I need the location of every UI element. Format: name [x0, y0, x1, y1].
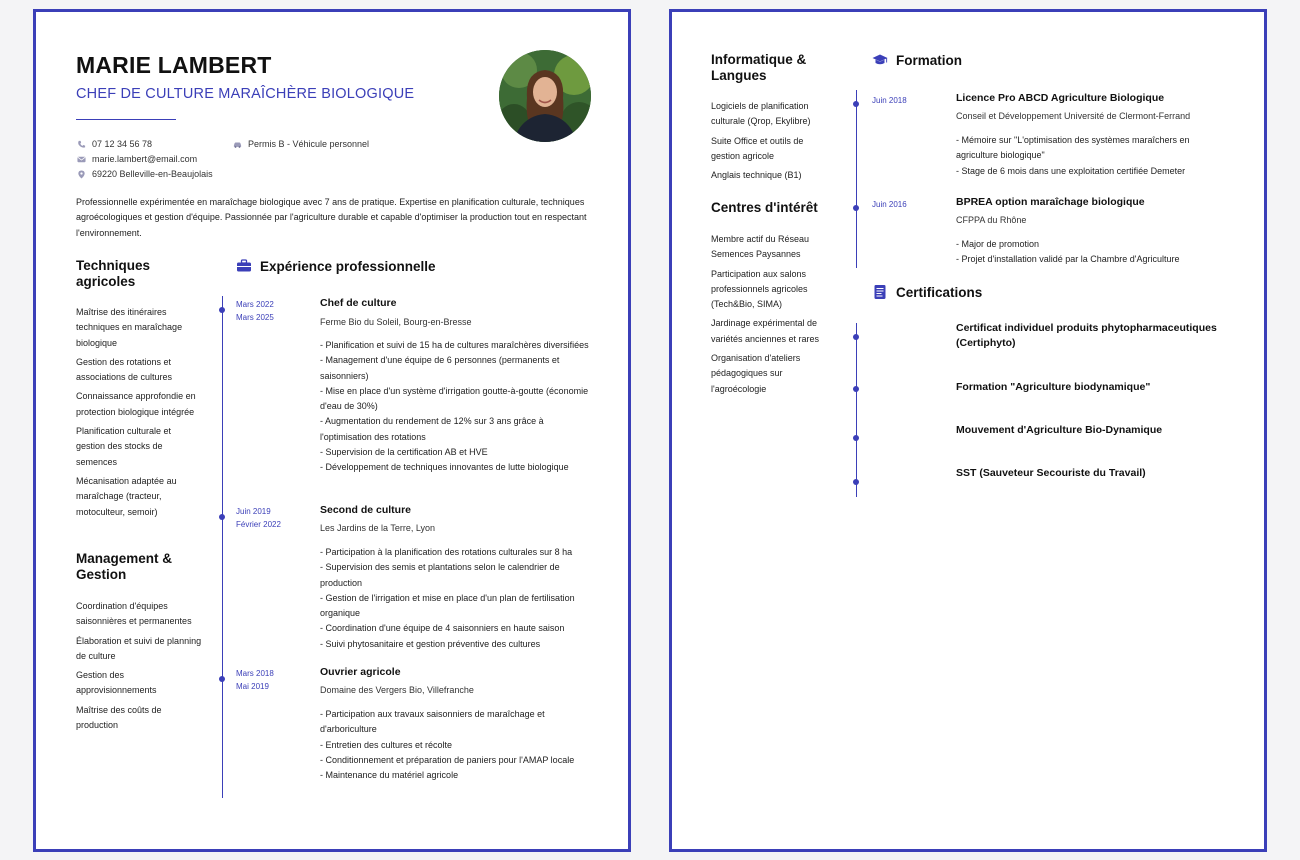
portrait-illustration [499, 50, 591, 142]
certification-item: SST (Sauveteur Secouriste du Travail) [956, 467, 1146, 479]
timeline-dot [853, 205, 859, 211]
interests-list [711, 232, 829, 401]
techniques-list [76, 305, 198, 524]
list-item: Membre actif du Réseau Semences Paysannes [711, 234, 810, 260]
timeline-dot [853, 435, 859, 441]
formation-bullets [956, 237, 1218, 268]
job-company: Les Jardins de la Terre, Lyon [320, 523, 436, 533]
list-item: Élaboration et suivi de planning de culture [76, 635, 202, 661]
timeline-dot [853, 101, 859, 107]
management-heading: Management & Gestion [76, 551, 173, 582]
title-underline [76, 119, 176, 120]
formation-date: Juin 2018 [872, 96, 907, 105]
contact-email [76, 154, 197, 164]
phone-icon [76, 139, 86, 149]
contact-phone [76, 139, 152, 149]
job-dates [236, 298, 274, 324]
mail-icon [76, 154, 86, 164]
formation-school: CFPPA du Rhône [956, 215, 1027, 225]
location-pin-icon [76, 169, 86, 179]
bullet-item: - Développement de techniques innovantes de lutte biologique [320, 462, 569, 473]
cv-page-2 [669, 9, 1267, 852]
bullet-item: - Major de promotion [956, 239, 1040, 249]
bullet-item: - Management d'une équipe de 6 personnes (permanents et saisonniers) [320, 355, 560, 381]
job-company: Domaine des Vergers Bio, Villefranche [320, 685, 474, 695]
briefcase-icon [236, 258, 252, 274]
bullet-item: - Entretien des cultures et récolte [320, 739, 453, 750]
certification-item: Formation "Agriculture biodynamique" [956, 381, 1151, 393]
formation-heading-text: Formation [896, 52, 962, 68]
bullet-item: - Augmentation du rendement de 12% sur 3 ans grâce à l'optimisation des rotations [320, 416, 544, 442]
phone-text: 07 12 34 56 78 [92, 139, 153, 149]
timeline-dot [219, 676, 225, 682]
job-end-date: Février 2022 [236, 520, 281, 529]
job-dates [236, 667, 274, 693]
list-item: Planification culturale et gestion des stocks de semences [76, 426, 172, 467]
list-item: Maîtrise des itinéraires techniques en maraîchage biologique [76, 307, 183, 348]
certificate-icon [872, 284, 888, 300]
bullet-item: - Participation à la planification des rotations culturales sur 8 ha [320, 547, 573, 557]
bullet-item: - Mémoire sur "L'optimisation des systèmes maraîchers en agriculture biologique" [956, 135, 1190, 161]
formation-degree: Licence Pro ABCD Agriculture Biologique [956, 92, 1165, 104]
list-item: Connaissance approfondie en protection biologique intégrée [76, 391, 196, 417]
address-text: 69220 Belleville-en-Beaujolais [92, 169, 213, 179]
email-text: marie.lambert@email.com [92, 154, 198, 164]
list-item: Suite Office et outils de gestion agricole [711, 135, 804, 161]
graduation-cap-icon [872, 52, 888, 68]
list-item: Jardinage expérimental de variétés anciennes et rares [711, 318, 820, 344]
bullet-item: - Maintenance du matériel agricole [320, 770, 459, 781]
license-text: Permis B - Véhicule personnel [248, 139, 370, 149]
list-item: Participation aux salons professionnels agricoles (Tech&Bio, SIMA) [711, 268, 808, 310]
job-bullets [320, 545, 592, 652]
list-item: Anglais technique (B1) [711, 170, 802, 181]
bullet-item: - Stage de 6 mois dans une exploitation certifiée Demeter [956, 165, 1186, 176]
list-item: Gestion des approvisionnements [76, 670, 157, 696]
candidate-name: MARIE LAMBERT [76, 52, 272, 78]
certification-item: Certificat individuel produits phytopharmaceutiques (Certiphyto) [956, 322, 1217, 349]
bullet-item: - Suivi phytosanitaire et gestion préventive des cultures [320, 638, 541, 649]
informatique-heading: Informatique & Langues [711, 52, 807, 83]
job-dates [236, 505, 281, 531]
formation-timeline-line [856, 90, 857, 268]
job-bullets [320, 707, 582, 783]
job-role: Second de culture [320, 504, 412, 516]
list-item: Organisation d'ateliers pédagogiques sur l'agroécologie [711, 353, 801, 394]
informatique-list [711, 99, 831, 187]
experience-heading-text: Expérience professionnelle [260, 258, 436, 274]
timeline-dot [219, 307, 225, 313]
bullet-item: - Planification et suivi de 15 ha de cultures maraîchères diversifiées [320, 340, 589, 350]
formation-degree: BPREA option maraîchage biologique [956, 196, 1145, 208]
interests-heading: Centres d'intérêt [711, 200, 818, 215]
list-item: Maîtrise des coûts de production [76, 704, 162, 731]
profile-summary: Professionnelle expérimentée en maraîchage biologique avec 7 ans de pratique. Expertise en planification culturale, techniques agroécologiques et gestion d'équipe. Passionnée par l'agriculture durable et capable d'optimiser la production tout en respectant l'environnement. [76, 197, 587, 238]
timeline-dot [853, 479, 859, 485]
job-end-date: Mai 2019 [236, 682, 269, 691]
job-start-date: Juin 2019 [236, 507, 271, 516]
timeline-dot [219, 514, 225, 520]
bullet-item: - Supervision de la certification AB et HVE [320, 447, 488, 458]
bullet-item: - Conditionnement et préparation de paniers pour l'AMAP locale [320, 754, 575, 765]
contact-license [232, 139, 369, 149]
job-end-date: Mars 2025 [236, 313, 274, 322]
experience-heading [236, 258, 436, 274]
cv-page-1 [33, 9, 631, 852]
bullet-item: - Mise en place d'un système d'irrigation goutte-à-goutte (économie d'eau de 30%) [320, 385, 589, 412]
experience-timeline-line [222, 296, 223, 798]
certifications-timeline-line [856, 323, 857, 497]
bullet-item: - Gestion de l'irrigation et mise en place d'un plan de fertilisation organique [320, 592, 575, 619]
timeline-dot [853, 334, 859, 340]
bullet-item: - Supervision des semis et plantations selon le calendrier de production [320, 562, 560, 588]
certifications-heading [872, 284, 982, 300]
job-start-date: Mars 2018 [236, 669, 274, 678]
job-bullets [320, 338, 590, 476]
formation-date: Juin 2016 [872, 200, 907, 209]
bullet-item: - Coordination d'une équipe de 4 saisonniers en haute saison [320, 623, 565, 634]
list-item: Mécanisation adaptée au maraîchage (tracteur, motoculteur, semoir) [76, 475, 177, 517]
management-list [76, 599, 202, 737]
list-item: Coordination d'équipes saisonnières et permanentes [76, 601, 192, 627]
formation-bullets [956, 133, 1218, 179]
list-item: Gestion des rotations et associations de cultures [76, 356, 173, 383]
car-icon [232, 139, 242, 149]
job-role: Chef de culture [320, 297, 397, 309]
candidate-title: CHEF DE CULTURE MARAÎCHÈRE BIOLOGIQUE [76, 86, 415, 102]
profile-photo [499, 50, 591, 142]
timeline-dot [853, 386, 859, 392]
job-company: Ferme Bio du Soleil, Bourg-en-Bresse [320, 317, 472, 327]
job-start-date: Mars 2022 [236, 300, 274, 309]
bullet-item: - Projet d'installation validé par la Chambre d'Agriculture [956, 254, 1180, 265]
job-role: Ouvrier agricole [320, 666, 401, 678]
list-item: Logiciels de planification culturale (Qrop, Ekylibre) [711, 101, 811, 127]
certification-item: Mouvement d'Agriculture Bio-Dynamique [956, 424, 1163, 436]
bullet-item: - Participation aux travaux saisonniers de maraîchage et d'arboriculture [320, 709, 545, 735]
formation-heading [872, 52, 962, 68]
contact-address [76, 169, 213, 179]
certifications-heading-text: Certifications [896, 284, 983, 300]
formation-school: Conseil et Développement Université de Clermont-Ferrand [956, 111, 1191, 121]
techniques-heading: Techniques agricoles [76, 258, 151, 289]
